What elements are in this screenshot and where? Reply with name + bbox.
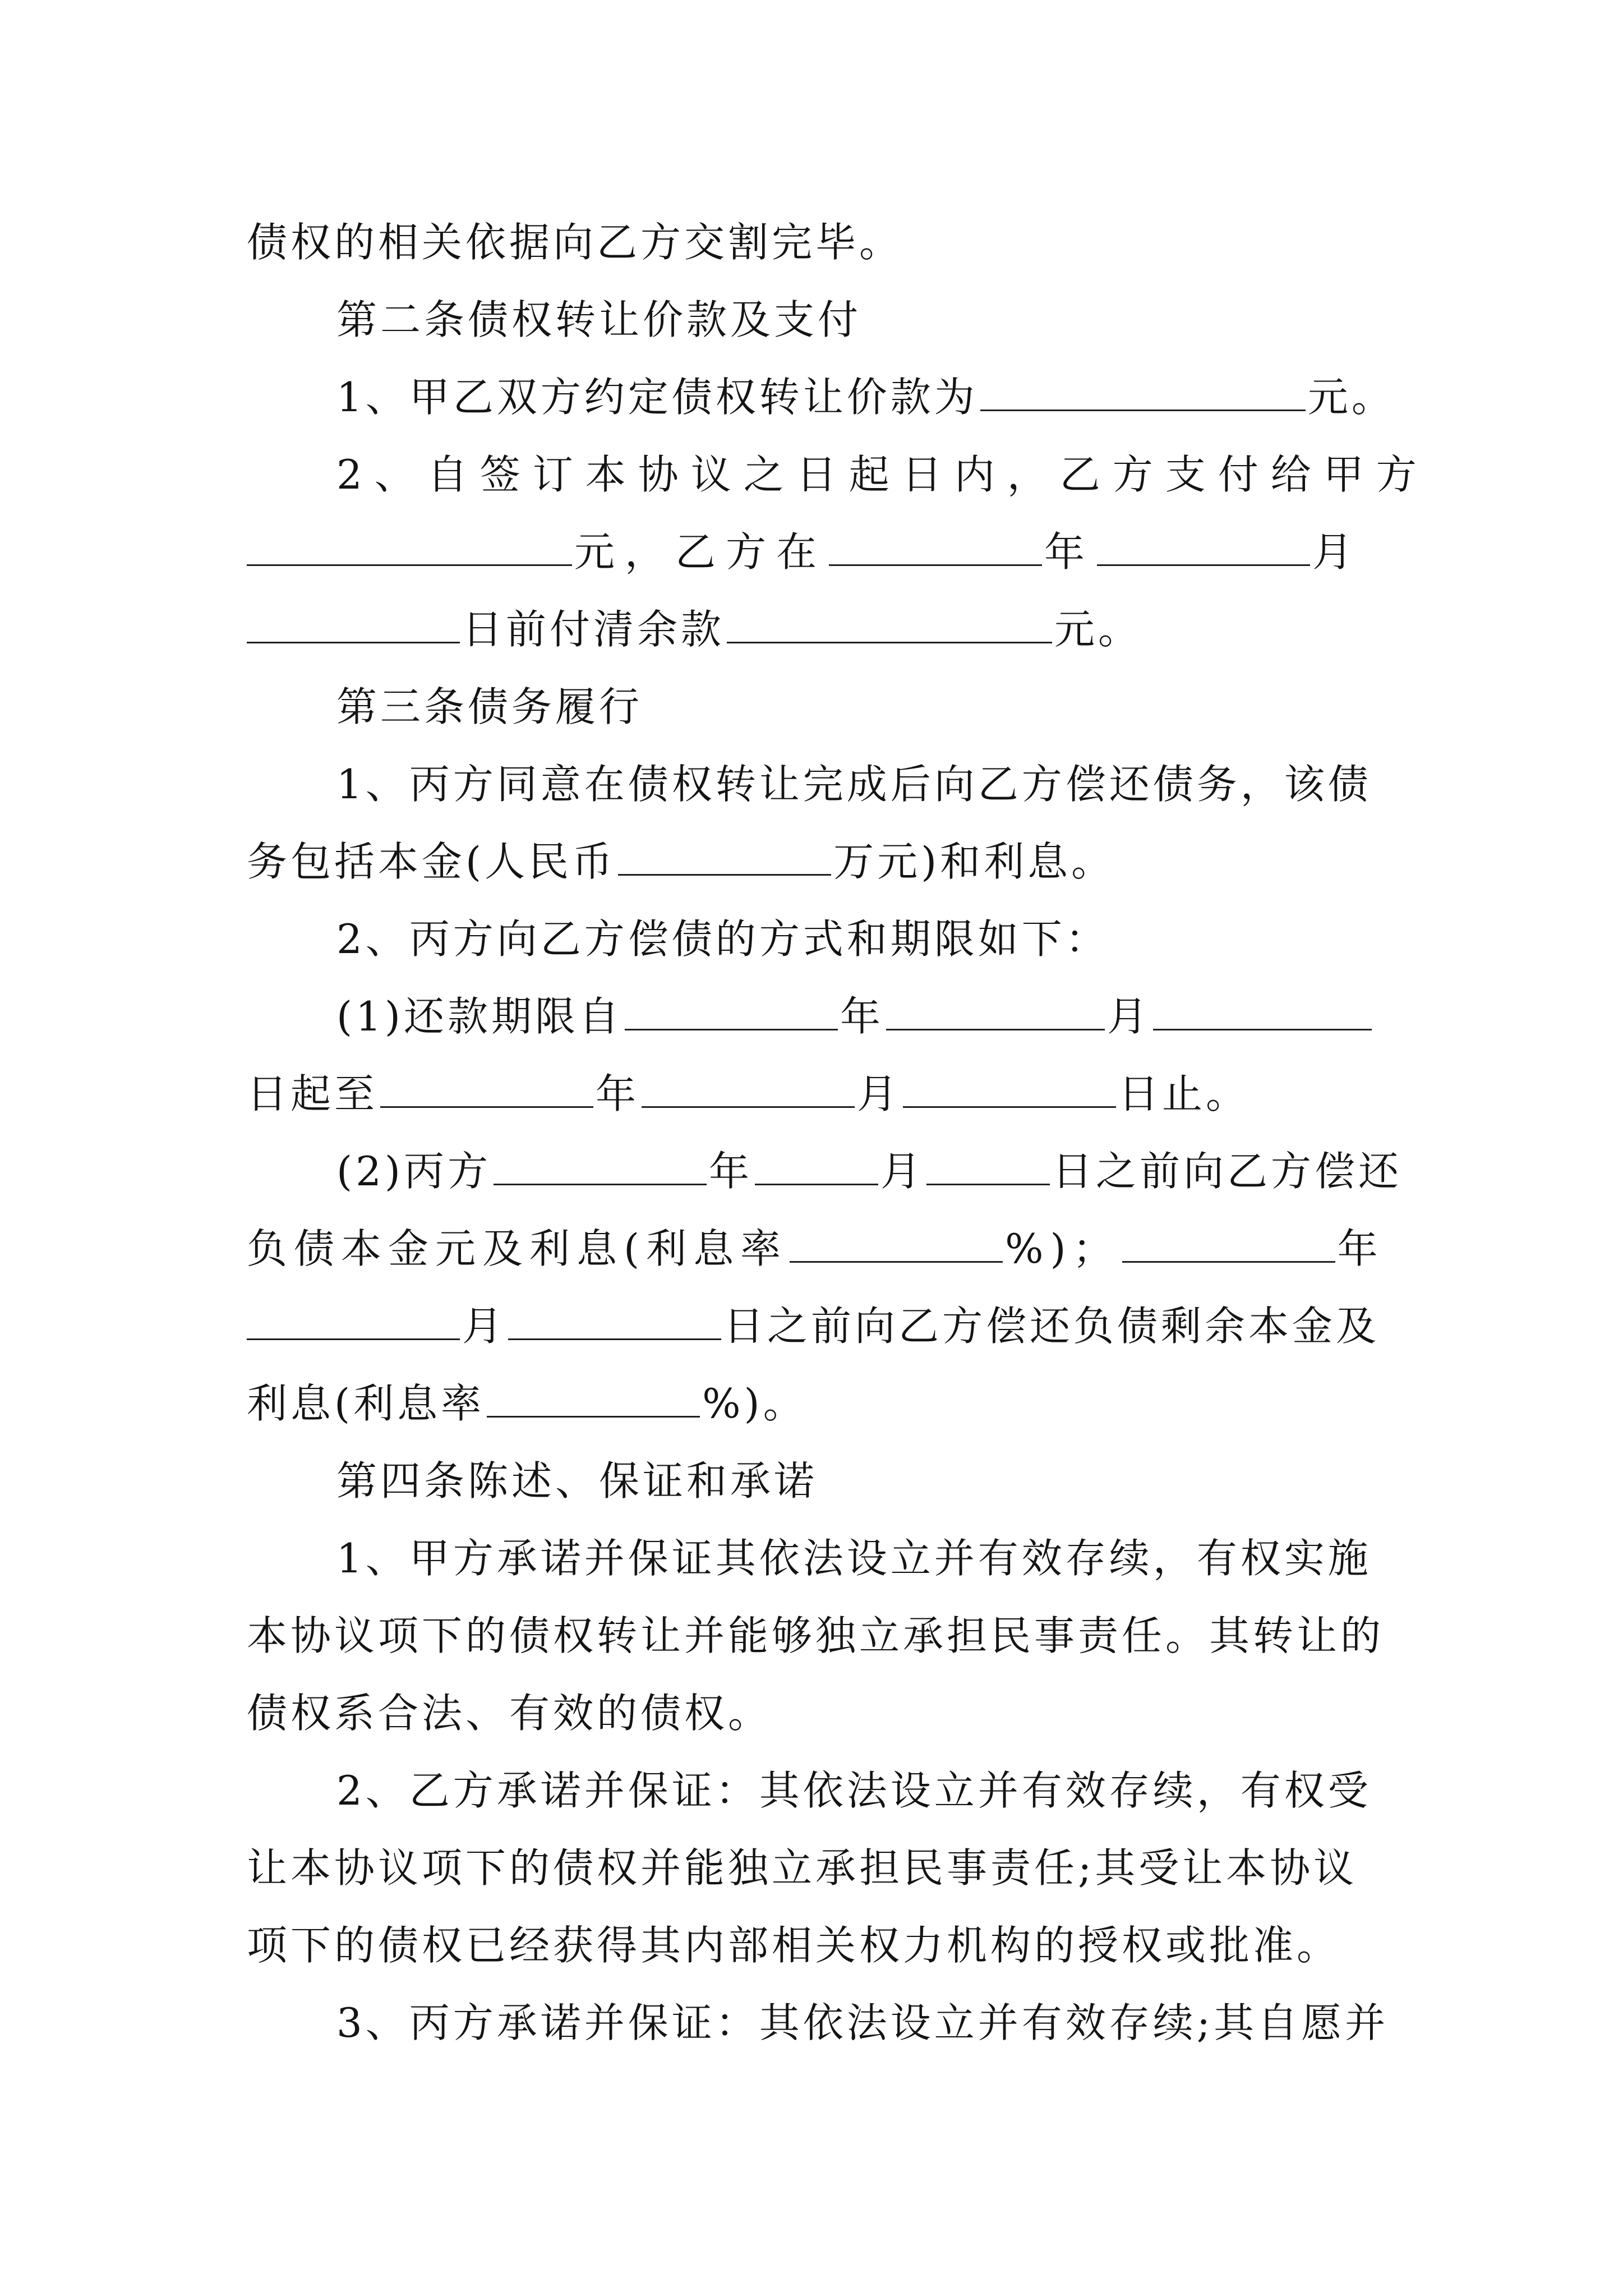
blank-field[interactable] — [980, 365, 1306, 411]
blank-field[interactable] — [926, 1139, 1050, 1185]
line-text: 2、自签订本协议之日起日内，乙方支付给甲方 — [336, 451, 1429, 498]
line-text: 元。 — [1307, 374, 1395, 421]
blank-field[interactable] — [625, 984, 838, 1030]
line-text: (1)还款期限自 — [336, 993, 623, 1040]
text-line-12 — [247, 1055, 1391, 1133]
line-text: 负债本金元及利息(利息率 — [247, 1225, 788, 1272]
line-text: 债权的相关依据向乙方交割完毕。 — [247, 219, 903, 266]
line-text: 月 — [1312, 528, 1363, 576]
line-text: 务包括本金(人民币 — [247, 838, 616, 885]
line-text: 月 — [462, 1303, 506, 1350]
section-heading-3 — [336, 668, 1391, 746]
line-text: 日止。 — [1118, 1070, 1250, 1117]
blank-field[interactable] — [618, 829, 831, 876]
blank-field[interactable] — [247, 597, 460, 643]
line-text: 本协议项下的债权转让并能够独立承担民事责任。其转让的 — [247, 1612, 1385, 1659]
line-text: 元。 — [1054, 606, 1142, 653]
line-text: %)。 — [702, 1380, 807, 1427]
line-text: 年 — [596, 1070, 640, 1117]
line-text: 3、丙方承诺并保证：其依法设立并有效存续;其自愿并 — [336, 1999, 1389, 2046]
blank-field[interactable] — [508, 1294, 721, 1340]
line-text: 万元)和利息。 — [833, 838, 1115, 885]
blank-field[interactable] — [755, 1139, 878, 1185]
blank-field[interactable] — [727, 597, 1052, 643]
line-text: 项下的债权已经获得其内部相关权力机构的授权或批准。 — [247, 1922, 1341, 1969]
line-text: (2)丙方 — [336, 1148, 491, 1195]
line-text: %)； — [1005, 1225, 1120, 1272]
text-line-18 — [336, 1519, 1391, 1598]
line-text: 年 — [1337, 1225, 1385, 1272]
line-text: 利息(利息率 — [247, 1380, 485, 1427]
blank-field[interactable] — [494, 1139, 707, 1185]
blank-field[interactable] — [1153, 984, 1372, 1030]
line-text: 2、丙方向乙方偿债的方式和期限如下： — [336, 915, 1109, 963]
line-text: 年 — [1044, 528, 1095, 576]
blank-field[interactable] — [1097, 519, 1310, 566]
text-line-14 — [247, 1209, 1391, 1288]
text-line-9 — [247, 822, 1391, 901]
text-line-19 — [247, 1596, 1391, 1675]
blank-field[interactable] — [380, 1061, 593, 1108]
line-text: 1、甲方承诺并保证其依法设立并有效存续，有权实施 — [336, 1535, 1372, 1582]
text-line-21 — [336, 1751, 1391, 1830]
line-text: 1、甲乙双方约定债权转让价款为 — [336, 374, 978, 421]
blank-field[interactable] — [886, 984, 1105, 1030]
heading-text: 第三条债务履行 — [336, 683, 643, 730]
text-line-15 — [247, 1287, 1391, 1365]
line-text: 月 — [857, 1070, 901, 1117]
text-line-23 — [247, 1906, 1391, 1985]
text-line-24 — [336, 1984, 1391, 2062]
text-line-4 — [336, 435, 1429, 514]
text-line-5 — [247, 513, 1391, 591]
text-line-22 — [247, 1829, 1391, 1907]
line-text: 债权系合法、有效的债权。 — [247, 1690, 772, 1737]
line-text: 月 — [880, 1148, 925, 1195]
blank-field[interactable] — [903, 1061, 1116, 1108]
section-heading-2 — [336, 280, 1391, 359]
heading-text: 第二条债权转让价款及支付 — [336, 296, 862, 343]
text-line-20 — [247, 1674, 1391, 1752]
line-text: 2、乙方承诺并保证：其依法设立并有效存续，有权受 — [336, 1767, 1372, 1814]
text-line-13 — [336, 1132, 1403, 1211]
blank-field[interactable] — [487, 1371, 700, 1418]
blank-field[interactable] — [1122, 1216, 1335, 1263]
text-line-8 — [336, 745, 1391, 823]
line-text: 日前付清余款 — [462, 606, 725, 653]
line-text: 月 — [1107, 993, 1151, 1040]
line-text: 1、丙方同意在债权转让完成后向乙方偿还债务，该债 — [336, 761, 1372, 808]
line-text: 元，乙方在 — [574, 528, 827, 576]
text-line-1 — [247, 203, 1391, 282]
line-text: 日之前向乙方偿还 — [1052, 1148, 1403, 1195]
text-line-10 — [336, 900, 1391, 978]
blank-field[interactable] — [247, 1294, 460, 1340]
text-line-6 — [247, 590, 1391, 669]
blank-field[interactable] — [829, 519, 1042, 566]
section-heading-4 — [336, 1442, 1391, 1520]
heading-text: 第四条陈述、保证和承诺 — [336, 1457, 818, 1504]
text-line-3 — [336, 358, 1395, 436]
text-line-11 — [336, 977, 1391, 1056]
line-text: 日之前向乙方偿还负债剩余本金及 — [723, 1303, 1380, 1350]
line-text: 让本协议项下的债权并能独立承担民事责任;其受让本协议 — [247, 1844, 1358, 1892]
blank-field[interactable] — [790, 1216, 1003, 1263]
line-text: 年 — [840, 993, 884, 1040]
text-line-16 — [247, 1364, 1391, 1443]
line-text: 日起至 — [247, 1070, 379, 1117]
blank-field[interactable] — [247, 519, 572, 566]
blank-field[interactable] — [642, 1061, 855, 1108]
line-text: 年 — [709, 1148, 753, 1195]
